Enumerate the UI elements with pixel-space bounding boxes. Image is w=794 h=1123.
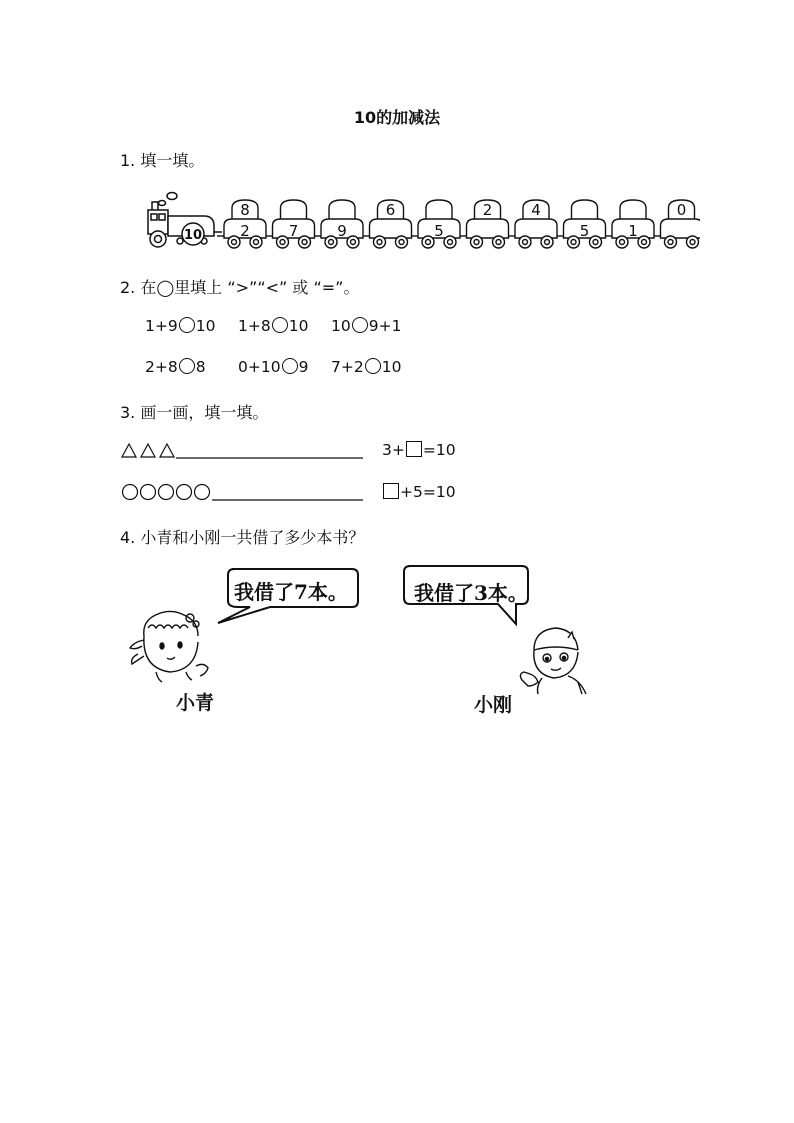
triangle-icon xyxy=(160,444,174,457)
compare-item: 0+10 9 xyxy=(238,358,309,376)
wheel-hub xyxy=(523,240,528,245)
car-top-number: 8 xyxy=(240,201,250,219)
car-top-slot xyxy=(329,200,355,220)
wheel-hub xyxy=(496,240,501,245)
answer-circle[interactable] xyxy=(272,317,288,333)
wheel-hub xyxy=(474,240,479,245)
car-body xyxy=(661,219,701,238)
car-top-number: 6 xyxy=(385,201,396,219)
girl-speech-text: 我借了7本。 xyxy=(234,580,348,604)
wheel-hub xyxy=(351,240,356,245)
engine-number: 10 xyxy=(183,228,203,243)
car-bottom-number: 5 xyxy=(434,222,444,240)
wheel-hub xyxy=(690,240,695,245)
question-3-label: 3. 画一画，填一填。 xyxy=(120,403,269,422)
wheel-hub xyxy=(280,240,285,245)
wheel-hub xyxy=(399,240,404,245)
car-top-number: 4 xyxy=(531,201,541,219)
answer-circle[interactable] xyxy=(282,358,298,374)
page-title: 10的加减法 xyxy=(353,108,441,127)
compare-item: 2+8 8 xyxy=(145,358,206,376)
compare-item: 7+2 10 xyxy=(331,358,402,376)
wheel-hub xyxy=(571,240,576,245)
car-top-slot xyxy=(572,200,598,220)
triangle-drawing-row xyxy=(120,440,370,460)
compare-item: 1+9 10 xyxy=(145,317,216,335)
wheel-hub xyxy=(329,240,334,245)
circle-icon xyxy=(195,485,210,500)
car-top-number: 2 xyxy=(482,201,493,219)
car-body xyxy=(515,219,557,238)
car-bottom-number: 7 xyxy=(288,222,299,240)
car-bottom-number: 9 xyxy=(337,222,347,240)
circle-icon xyxy=(177,485,192,500)
boy-speech-text: 我借了3本。 xyxy=(414,581,528,605)
compare-item: 1+8 10 xyxy=(238,317,309,335)
circle-drawing-row xyxy=(120,482,370,502)
wheel-hub xyxy=(426,240,431,245)
answer-circle[interactable] xyxy=(352,317,368,333)
car-bottom-number: 5 xyxy=(579,222,590,240)
triangle-icon xyxy=(122,444,136,457)
wheel-hub xyxy=(545,240,550,245)
car-body xyxy=(467,219,509,238)
compare-item: 10 9+1 xyxy=(331,317,402,335)
wheel-hub xyxy=(377,240,382,245)
circle-icon xyxy=(123,485,138,500)
answer-box[interactable] xyxy=(406,441,422,457)
triangle-icon xyxy=(141,444,155,457)
car-top-slot xyxy=(281,200,307,220)
answer-circle[interactable] xyxy=(179,358,195,374)
question-4-label: 4. 小青和小刚一共借了多少本书？ xyxy=(120,528,365,547)
wheel-hub xyxy=(593,240,598,245)
answer-box[interactable] xyxy=(383,483,399,499)
answer-circle[interactable] xyxy=(365,358,381,374)
car-top-slot xyxy=(620,200,646,220)
question-2-label: 2. 在◯里填上 “>”“<” 或 “=”。 xyxy=(120,278,360,297)
equation-1: 3+ =10 xyxy=(382,441,456,459)
number-train-figure xyxy=(140,186,700,256)
boy-name: 小刚 xyxy=(474,694,513,716)
wheel-hub xyxy=(642,240,647,245)
boy-illustration xyxy=(516,624,594,696)
car-top-number: 0 xyxy=(676,201,687,219)
equation-2: +5=10 xyxy=(382,483,456,501)
car-bottom-number: 1 xyxy=(628,222,638,240)
car-body xyxy=(370,219,412,238)
wheel-hub xyxy=(448,240,453,245)
answer-circle[interactable] xyxy=(179,317,195,333)
wheel-hub xyxy=(668,240,673,245)
question-1-label: 1. 填一填。 xyxy=(120,151,205,170)
car-top-slot xyxy=(426,200,452,220)
circle-icon xyxy=(159,485,174,500)
girl-illustration xyxy=(126,606,216,684)
circle-icon xyxy=(141,485,156,500)
wheel-hub xyxy=(254,240,259,245)
wheel-hub xyxy=(302,240,307,245)
girl-name: 小青 xyxy=(176,692,215,714)
car-bottom-number: 2 xyxy=(240,222,250,240)
wheel-hub xyxy=(232,240,237,245)
wheel-hub xyxy=(620,240,625,245)
